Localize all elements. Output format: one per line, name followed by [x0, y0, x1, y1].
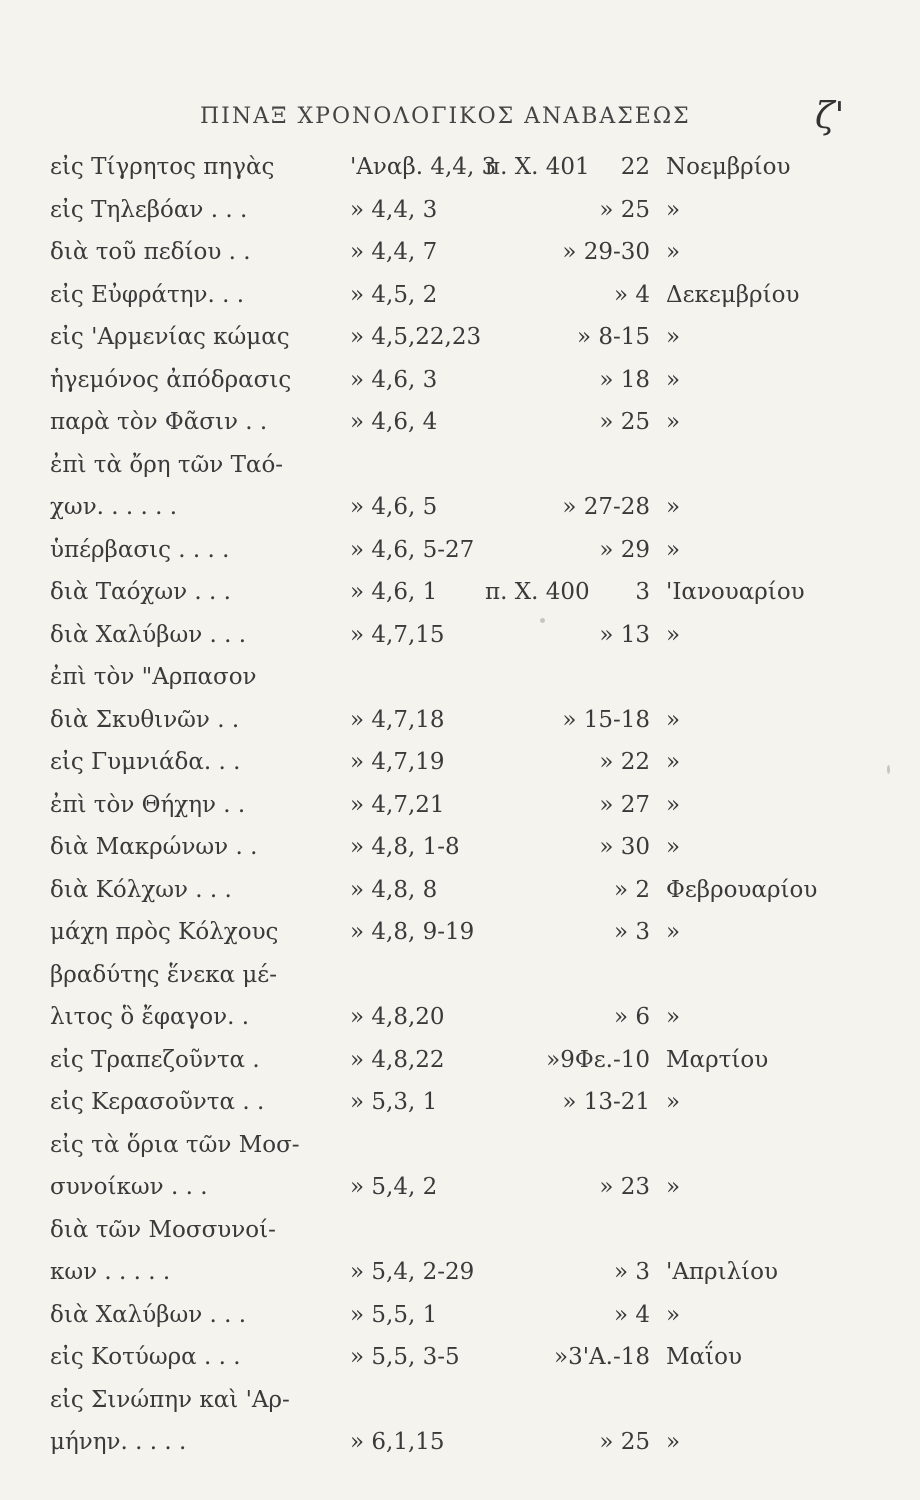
reference-cell: » 5,5, 3-5	[350, 1344, 460, 1370]
month-cell: »	[666, 749, 681, 775]
reference-cell: » 4,5,22,23	[350, 324, 482, 350]
reference-cell: » 5,4, 2	[350, 1174, 438, 1200]
day-cell: » 6	[613, 1004, 650, 1030]
reference-cell: » 5,3, 1	[350, 1089, 438, 1115]
place-cell: εἰς Τίγρητος πηγὰς	[50, 154, 275, 180]
place-cell: μήνην. . . . .	[50, 1429, 187, 1455]
place-cell: παρὰ τὸν Φᾶσιν . .	[50, 409, 268, 435]
table-row	[0, 962, 920, 1005]
table-row	[0, 197, 920, 240]
page-number: ζ'	[815, 96, 845, 137]
day-cell: » 23	[599, 1174, 650, 1200]
month-cell: Μαΐου	[666, 1344, 742, 1370]
month-cell: Νοεμβρίου	[666, 154, 791, 180]
day-cell: » 27	[599, 791, 650, 818]
reference-cell: » 4,8, 8	[350, 876, 438, 903]
table-row	[0, 1174, 920, 1217]
table-row	[0, 1259, 920, 1302]
table-row	[0, 367, 920, 410]
reference-cell: » 4,4, 7	[350, 239, 438, 265]
reference-cell: » 4,5, 2	[350, 281, 438, 308]
day-cell: » 18	[599, 366, 650, 393]
day-cell: » 3	[613, 919, 650, 945]
table-row	[0, 537, 920, 580]
day-cell: » 8-15	[576, 324, 650, 350]
table-row	[0, 494, 920, 537]
table-row	[0, 324, 920, 367]
page-title: ΠΙΝΑΞ ΧΡΟΝΟΛΟΓΙΚΟΣ ΑΝΑΒΑΣΕΩΣ	[200, 104, 691, 129]
place-cell: διὰ Κόλχων . . .	[50, 876, 232, 903]
day-cell: » 25	[599, 409, 650, 435]
month-cell: »	[666, 1301, 681, 1328]
day-cell: » 4	[613, 281, 650, 308]
place-cell: διὰ Χαλύβων . . .	[50, 621, 247, 648]
day-cell: »9Φε.-10	[546, 1046, 650, 1073]
paper-speck	[887, 765, 890, 774]
month-cell: 'Ιανουαρίου	[666, 579, 805, 605]
reference-cell: » 4,7,15	[350, 621, 445, 648]
place-cell: εἰς Τηλεβόαν . . .	[50, 196, 248, 223]
table-row	[0, 622, 920, 665]
month-cell: »	[666, 239, 681, 265]
table-row	[0, 1387, 920, 1430]
paper-speck	[540, 618, 545, 623]
day-cell: 22	[620, 154, 650, 180]
table-row	[0, 1089, 920, 1132]
place-cell: ἐπὶ τὸν "Αρπασον	[50, 664, 257, 690]
month-cell: Δεκεμβρίου	[666, 281, 800, 308]
month-cell: »	[666, 621, 681, 648]
place-cell: μάχη πρὸς Κόλχους	[50, 919, 279, 945]
reference-cell: 'Αναβ. 4,4, 3	[350, 154, 497, 180]
place-cell: εἰς Κοτύωρα . . .	[50, 1344, 241, 1370]
place-cell: συνοίκων . . .	[50, 1174, 208, 1200]
month-cell: »	[666, 324, 681, 350]
month-cell: »	[666, 919, 681, 945]
table-row	[0, 239, 920, 282]
month-cell: »	[666, 196, 681, 223]
table-row	[0, 792, 920, 835]
chronology-table	[0, 154, 920, 1472]
place-cell: βραδύτης ἕνεκα μέ-	[50, 961, 277, 988]
month-cell: »	[666, 536, 681, 563]
place-cell: εἰς Σινώπην καὶ 'Αρ-	[50, 1386, 290, 1413]
reference-cell: » 4,8,22	[350, 1046, 445, 1073]
day-cell: » 25	[599, 196, 650, 223]
month-cell: »	[666, 1429, 681, 1455]
reference-cell: » 4,6, 4	[350, 409, 438, 435]
table-row	[0, 1004, 920, 1047]
place-cell: διὰ Μακρώνων . .	[50, 834, 258, 860]
month-cell: »	[666, 494, 681, 520]
place-cell: ἐπὶ τὰ ὄρη τῶν Ταό-	[50, 451, 284, 478]
reference-cell: » 4,7,21	[350, 791, 445, 818]
place-cell: εἰς Τραπεζοῦντα .	[50, 1046, 260, 1073]
place-cell: διὰ Ταόχων . . .	[50, 579, 231, 605]
reference-cell: » 4,8, 1-8	[350, 834, 460, 860]
month-cell: »	[666, 1089, 681, 1115]
table-row	[0, 1047, 920, 1090]
month-cell: »	[666, 409, 681, 435]
table-row	[0, 282, 920, 325]
place-cell: διὰ τοῦ πεδίου . .	[50, 239, 251, 265]
reference-cell: » 5,4, 2-29	[350, 1259, 475, 1285]
table-row	[0, 1217, 920, 1260]
place-cell: διὰ Σκυθινῶν . .	[50, 706, 240, 733]
reference-cell: » 6,1,15	[350, 1429, 445, 1455]
day-cell: » 13	[599, 621, 650, 648]
table-row	[0, 664, 920, 707]
day-cell: » 29	[599, 536, 650, 563]
table-row	[0, 749, 920, 792]
year-cell: π. Χ. 400	[485, 579, 590, 605]
month-cell: »	[666, 1004, 681, 1030]
reference-cell: » 4,7,18	[350, 706, 445, 733]
month-cell: »	[666, 791, 681, 818]
day-cell: » 29-30	[562, 239, 650, 265]
day-cell: » 15-18	[562, 706, 650, 733]
day-cell: » 25	[599, 1429, 650, 1455]
reference-cell: » 4,6, 1	[350, 579, 438, 605]
running-header	[0, 96, 920, 144]
place-cell: εἰς Κερασοῦντα . .	[50, 1089, 265, 1115]
place-cell: χων. . . . . .	[50, 494, 178, 520]
table-row	[0, 452, 920, 495]
reference-cell: » 4,7,19	[350, 749, 445, 775]
table-row	[0, 1132, 920, 1175]
month-cell: »	[666, 834, 681, 860]
place-cell: ἡγεμόνος ἀπόδρασις	[50, 366, 292, 393]
reference-cell: » 4,8,20	[350, 1004, 445, 1030]
place-cell: ἐπὶ τὸν Θήχην . .	[50, 791, 246, 818]
day-cell: » 13-21	[562, 1089, 650, 1115]
month-cell: »	[666, 366, 681, 393]
day-cell: » 4	[613, 1301, 650, 1328]
day-cell: » 22	[599, 749, 650, 775]
reference-cell: » 4,4, 3	[350, 196, 438, 223]
place-cell: λιτος ὃ ἔφαγον. .	[50, 1004, 250, 1030]
day-cell: 3	[635, 579, 650, 605]
month-cell: 'Απριλίου	[666, 1259, 779, 1285]
year-cell: π. Χ. 401	[485, 154, 590, 180]
place-cell: εἰς Εὐφράτην. . .	[50, 281, 245, 308]
place-cell: εἰς 'Αρμενίας κώμας	[50, 324, 290, 350]
place-cell: κων . . . . .	[50, 1259, 171, 1285]
table-row	[0, 707, 920, 750]
reference-cell: » 4,6, 5-27	[350, 536, 475, 563]
place-cell: εἰς τὰ ὅρια τῶν Μοσ-	[50, 1131, 300, 1158]
place-cell: εἰς Γυμνιάδα. . .	[50, 749, 241, 775]
reference-cell: » 4,6, 5	[350, 494, 438, 520]
table-row	[0, 877, 920, 920]
day-cell: »3'Α.-18	[554, 1344, 650, 1370]
day-cell: » 27-28	[562, 494, 650, 520]
table-row	[0, 154, 920, 197]
table-row	[0, 579, 920, 622]
month-cell: Φεβρουαρίου	[666, 876, 818, 903]
place-cell: διὰ τῶν Μοσσυνοί-	[50, 1216, 276, 1243]
month-cell: »	[666, 706, 681, 733]
table-row	[0, 1302, 920, 1345]
day-cell: » 30	[599, 834, 650, 860]
reference-cell: » 4,6, 3	[350, 366, 438, 393]
table-row	[0, 1429, 920, 1472]
month-cell: »	[666, 1174, 681, 1200]
table-row	[0, 834, 920, 877]
reference-cell: » 4,8, 9-19	[350, 919, 475, 945]
day-cell: » 3	[613, 1259, 650, 1285]
place-cell: διὰ Χαλύβων . . .	[50, 1301, 247, 1328]
table-row	[0, 1344, 920, 1387]
table-row	[0, 919, 920, 962]
table-row	[0, 409, 920, 452]
reference-cell: » 5,5, 1	[350, 1301, 438, 1328]
month-cell: Μαρτίου	[666, 1046, 769, 1073]
day-cell: » 2	[613, 876, 650, 903]
place-cell: ὑπέρβασις . . . .	[50, 536, 230, 563]
